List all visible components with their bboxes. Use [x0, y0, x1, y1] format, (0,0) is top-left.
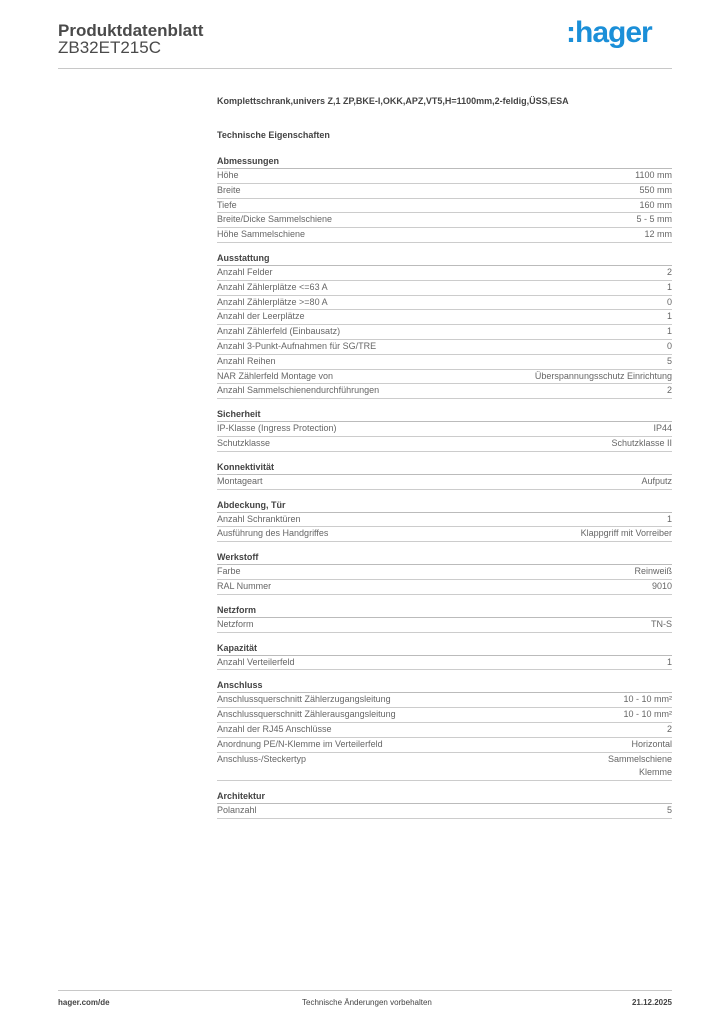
property-row [217, 656, 672, 671]
property-value: 2 [666, 385, 672, 396]
property-value: Horizontal [631, 738, 672, 749]
property-row [217, 804, 672, 819]
property-label: IP-Klasse (Ingress Protection) [217, 423, 337, 434]
property-label: Netzform [217, 618, 254, 629]
section-title: Abmessungen [217, 154, 672, 169]
property-value: 1100 mm [635, 170, 672, 180]
section-title: Konnektivität [217, 460, 672, 475]
property-label: Tiefe [217, 199, 237, 210]
property-label: RAL Nummer [217, 580, 272, 591]
section-title: Ausstattung [217, 251, 672, 266]
property-row [217, 325, 672, 340]
property-row [217, 565, 672, 580]
property-row [217, 355, 672, 370]
property-row [217, 422, 672, 437]
product-description: Komplettschrank,univers Z,1 ZP,BKE-I,OKK,APZ,VT5,H=1100mm,2-feldig,ÜSS,ESA [217, 96, 569, 106]
property-row [217, 708, 672, 723]
section [217, 498, 672, 543]
property-row [217, 753, 672, 782]
properties-table [217, 154, 672, 827]
property-row [217, 281, 672, 296]
property-row [217, 693, 672, 708]
property-row [217, 213, 672, 228]
property-value: 1 [666, 311, 672, 322]
document-title: Produktdatenblatt [58, 21, 204, 40]
section [217, 550, 672, 595]
property-value: Reinweiß [634, 566, 672, 577]
property-value: 0 [666, 296, 672, 307]
property-value: 5 [666, 805, 672, 816]
section-title: Anschluss [217, 678, 672, 693]
property-value: 1 [666, 281, 672, 292]
property-value: 1 [666, 513, 672, 524]
section-title: Architektur [217, 789, 672, 804]
property-label: Farbe [217, 566, 241, 577]
property-label: Anschluss-/Steckertyp [217, 753, 307, 764]
property-value: 10 - 10 mm² [623, 709, 672, 720]
property-label: Anzahl Sammelschienendurchführungen [217, 385, 380, 396]
property-row [217, 513, 672, 528]
property-value: 5 - 5 mm [636, 214, 672, 225]
section [217, 678, 672, 781]
property-row [217, 296, 672, 311]
property-value: TN-S [651, 618, 672, 629]
property-row [217, 738, 672, 753]
property-value: 2 [666, 723, 672, 734]
property-value: 550 mm [639, 184, 672, 195]
property-label: Anzahl Zählerplätze <=63 A [217, 281, 328, 292]
section [217, 789, 672, 819]
section [217, 641, 672, 671]
section [217, 154, 672, 243]
property-label: Montageart [217, 475, 263, 486]
property-value: Sammelschiene Klemme [607, 753, 672, 778]
property-row [217, 723, 672, 738]
footer-website: hager.com/de [58, 998, 110, 1007]
property-row [217, 580, 672, 595]
property-value: 12 mm [644, 229, 672, 240]
property-value: 1 [666, 656, 672, 667]
property-row [217, 169, 672, 184]
property-row [217, 228, 672, 243]
property-row [217, 310, 672, 325]
property-value: Schutzklasse II [611, 437, 672, 448]
property-label: Anschlussquerschnitt Zählerzugangsleitung [217, 694, 391, 705]
property-label: Anzahl 3-Punkt-Aufnahmen für SG/TRE [217, 340, 377, 351]
property-value: 9010 [651, 580, 672, 591]
property-value: 2 [666, 266, 672, 277]
property-row [217, 184, 672, 199]
property-value: 0 [666, 340, 672, 351]
section-title: Abdeckung, Tür [217, 498, 672, 513]
section [217, 251, 672, 399]
property-label: Anzahl der RJ45 Anschlüsse [217, 723, 332, 734]
property-row [217, 437, 672, 452]
property-value: Überspannungsschutz Einrichtung [534, 370, 672, 381]
property-label: Anschlussquerschnitt Zählerausgangsleitung [217, 709, 396, 720]
property-label: Anzahl Schranktüren [217, 513, 301, 524]
property-row [217, 266, 672, 281]
section-title: Kapazität [217, 641, 672, 656]
property-row [217, 384, 672, 399]
footer-note: Technische Änderungen vorbehalten [302, 998, 432, 1007]
property-value: IP44 [653, 423, 672, 434]
section [217, 603, 672, 633]
property-label: Anzahl der Leerplätze [217, 311, 305, 322]
property-label: Breite/Dicke Sammelschiene [217, 214, 333, 225]
property-label: Höhe [217, 170, 239, 180]
property-label: NAR Zählerfeld Montage von [217, 370, 334, 381]
property-label: Polanzahl [217, 805, 257, 816]
property-value: 1 [666, 326, 672, 337]
property-label: Anzahl Felder [217, 266, 273, 277]
hager-logo: :hager [566, 16, 652, 49]
section [217, 460, 672, 490]
property-row [217, 475, 672, 490]
product-code: ZB32ET215C [58, 38, 161, 57]
property-label: Höhe Sammelschiene [217, 229, 306, 240]
property-value: 5 [666, 355, 672, 366]
property-row [217, 199, 672, 214]
property-label: Anzahl Reihen [217, 355, 276, 366]
tech-heading: Technische Eigenschaften [217, 130, 330, 140]
property-label: Anzahl Verteilerfeld [217, 656, 295, 667]
property-row [217, 340, 672, 355]
header-divider [58, 68, 672, 69]
property-row [217, 618, 672, 633]
footer-divider [58, 990, 672, 991]
section [217, 407, 672, 452]
property-value: 160 mm [639, 199, 672, 210]
property-label: Ausführung des Handgriffes [217, 528, 329, 539]
footer-date: 21.12.2025 [631, 998, 672, 1007]
section-title: Sicherheit [217, 407, 672, 422]
property-value: Klappgriff mit Vorreiber [580, 528, 672, 539]
property-value: Aufputz [641, 475, 672, 486]
property-row [217, 370, 672, 385]
property-value: 10 - 10 mm² [623, 694, 672, 705]
property-row [217, 527, 672, 542]
section-title: Werkstoff [217, 550, 672, 565]
property-label: Anordnung PE/N-Klemme im Verteilerfeld [217, 738, 383, 749]
property-label: Anzahl Zählerplätze >=80 A [217, 296, 328, 307]
property-label: Breite [217, 184, 241, 195]
property-label: Schutzklasse [217, 437, 271, 448]
property-label: Anzahl Zählerfeld (Einbausatz) [217, 326, 341, 337]
section-title: Netzform [217, 603, 672, 618]
